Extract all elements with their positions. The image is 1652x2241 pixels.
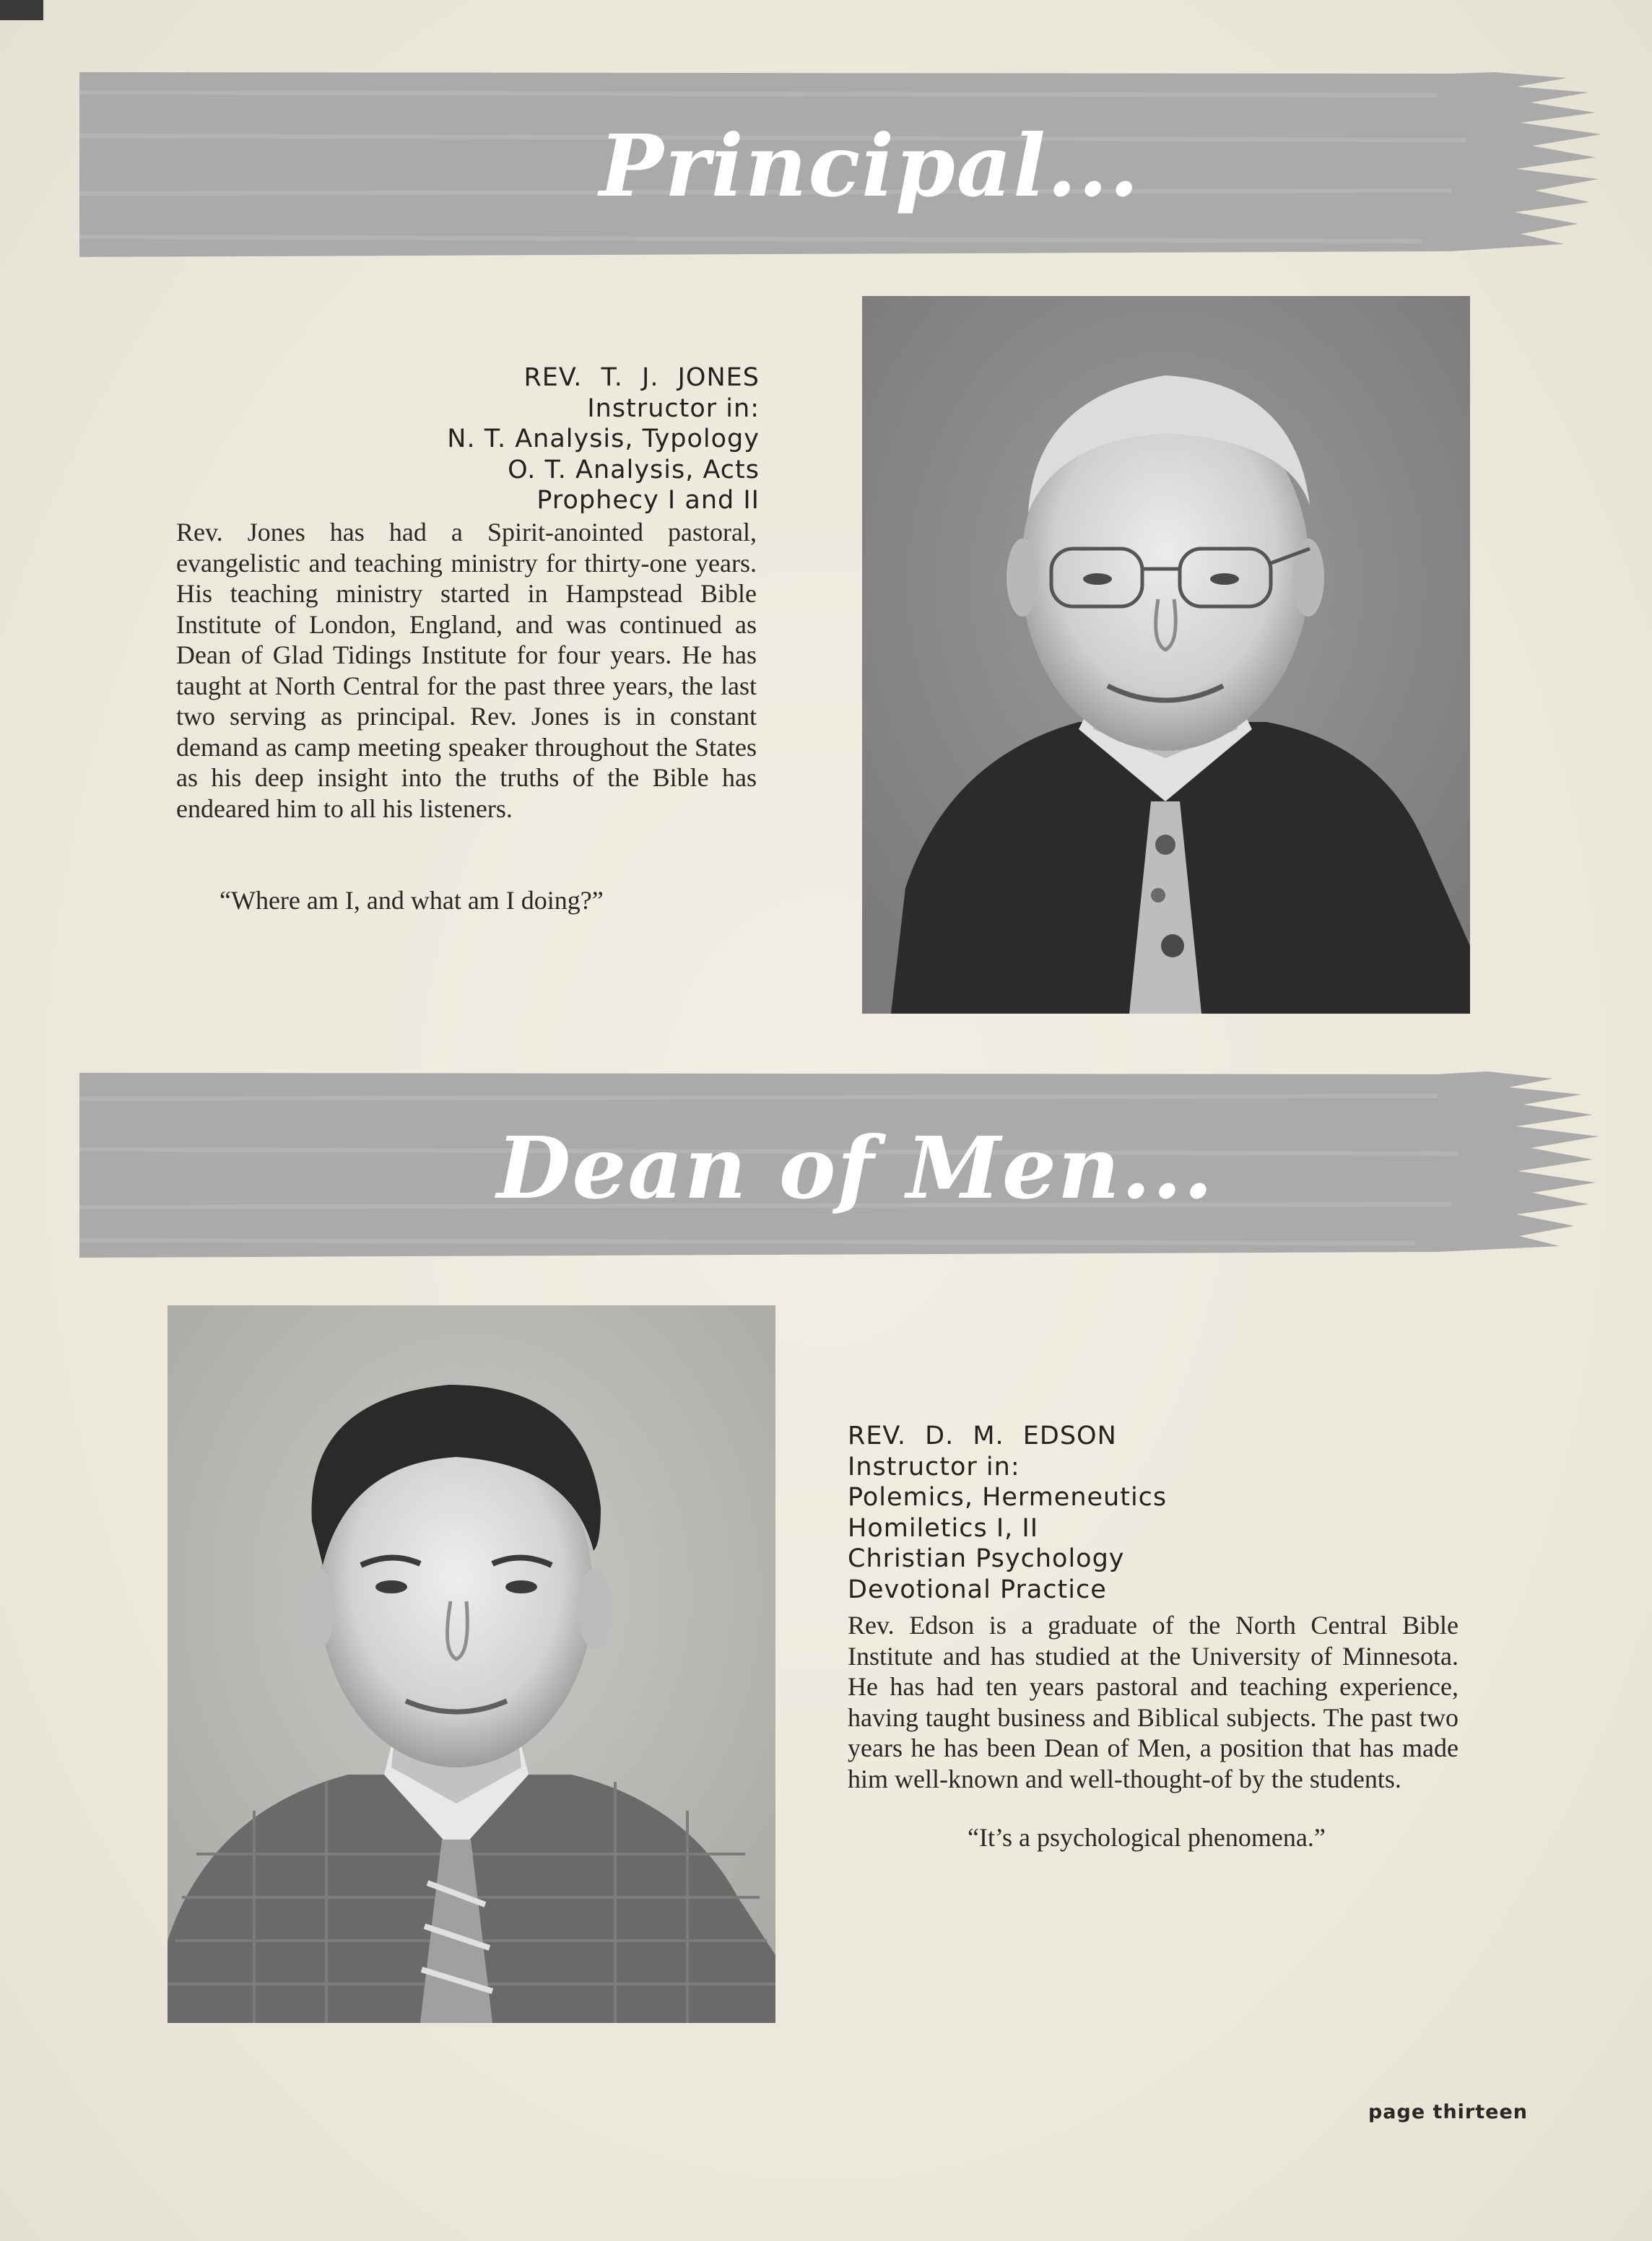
principal-heading [274,362,760,516]
dean-name: REV. D. M. EDSON [848,1422,1117,1450]
principal-quote: “Where am I, and what am I doing?” [219,886,604,915]
scan-corner-mark [0,0,43,20]
principal-subject-line: Prophecy I and II [536,486,760,515]
dean-subject-line: Polemics, Hermeneutics [848,1483,1168,1512]
principal-banner [79,71,1603,260]
principal-subject-line: Instructor in: [587,393,760,423]
dean-biography: Rev. Edson is a graduate of the North Central Bible Institute and has studied at the University of Minnesota. He has had ten years pastoral and teaching experience, having taught business and Biblical subjects. The past two years he has been Dean of Men, a position that has made him well-known and well-thought-of by the students. [848,1611,1458,1793]
dean-subject-line: Devotional Practice [848,1575,1107,1604]
principal-name: REV. T. J. JONES [523,363,760,392]
dean-heading [848,1421,1353,1605]
dean-portrait-image [168,1305,775,2023]
principal-banner-title: Principal... [599,116,1141,216]
dean-banner [79,1070,1603,1259]
page-number: page thirteen [1368,2101,1528,2123]
dean-subject-line: Christian Psychology [848,1544,1125,1573]
dean-subject-line: Instructor in: [848,1452,1020,1481]
principal-subject-line: N. T. Analysis, Typology [447,425,760,453]
dean-subject-line: Homiletics I, II [848,1513,1039,1543]
principal-subject-line: O. T. Analysis, Acts [508,455,760,484]
principal-biography: Rev. Jones has had a Spirit-anointed pastoral, evangelistic and teaching ministry for thirty-one years. His teaching ministry started in Hampstead Bible Institute of London, England, and was continued as Dean of Glad Tidings Institute for four years. He has taught at North Central for the past three years, the last two serving as principal. Rev. Jones is in constant demand as camp meeting speaker throughout the States as his deep insight into the truths of the Bible has endeared him to all his listeners. [176,518,757,823]
principal-portrait-image [862,296,1470,1014]
dean-portrait-photo [168,1305,775,2023]
principal-portrait-photo [862,296,1470,1014]
dean-banner-title: Dean of Men... [497,1118,1215,1218]
dean-quote: “It’s a psychological phenomena.” [968,1823,1326,1852]
